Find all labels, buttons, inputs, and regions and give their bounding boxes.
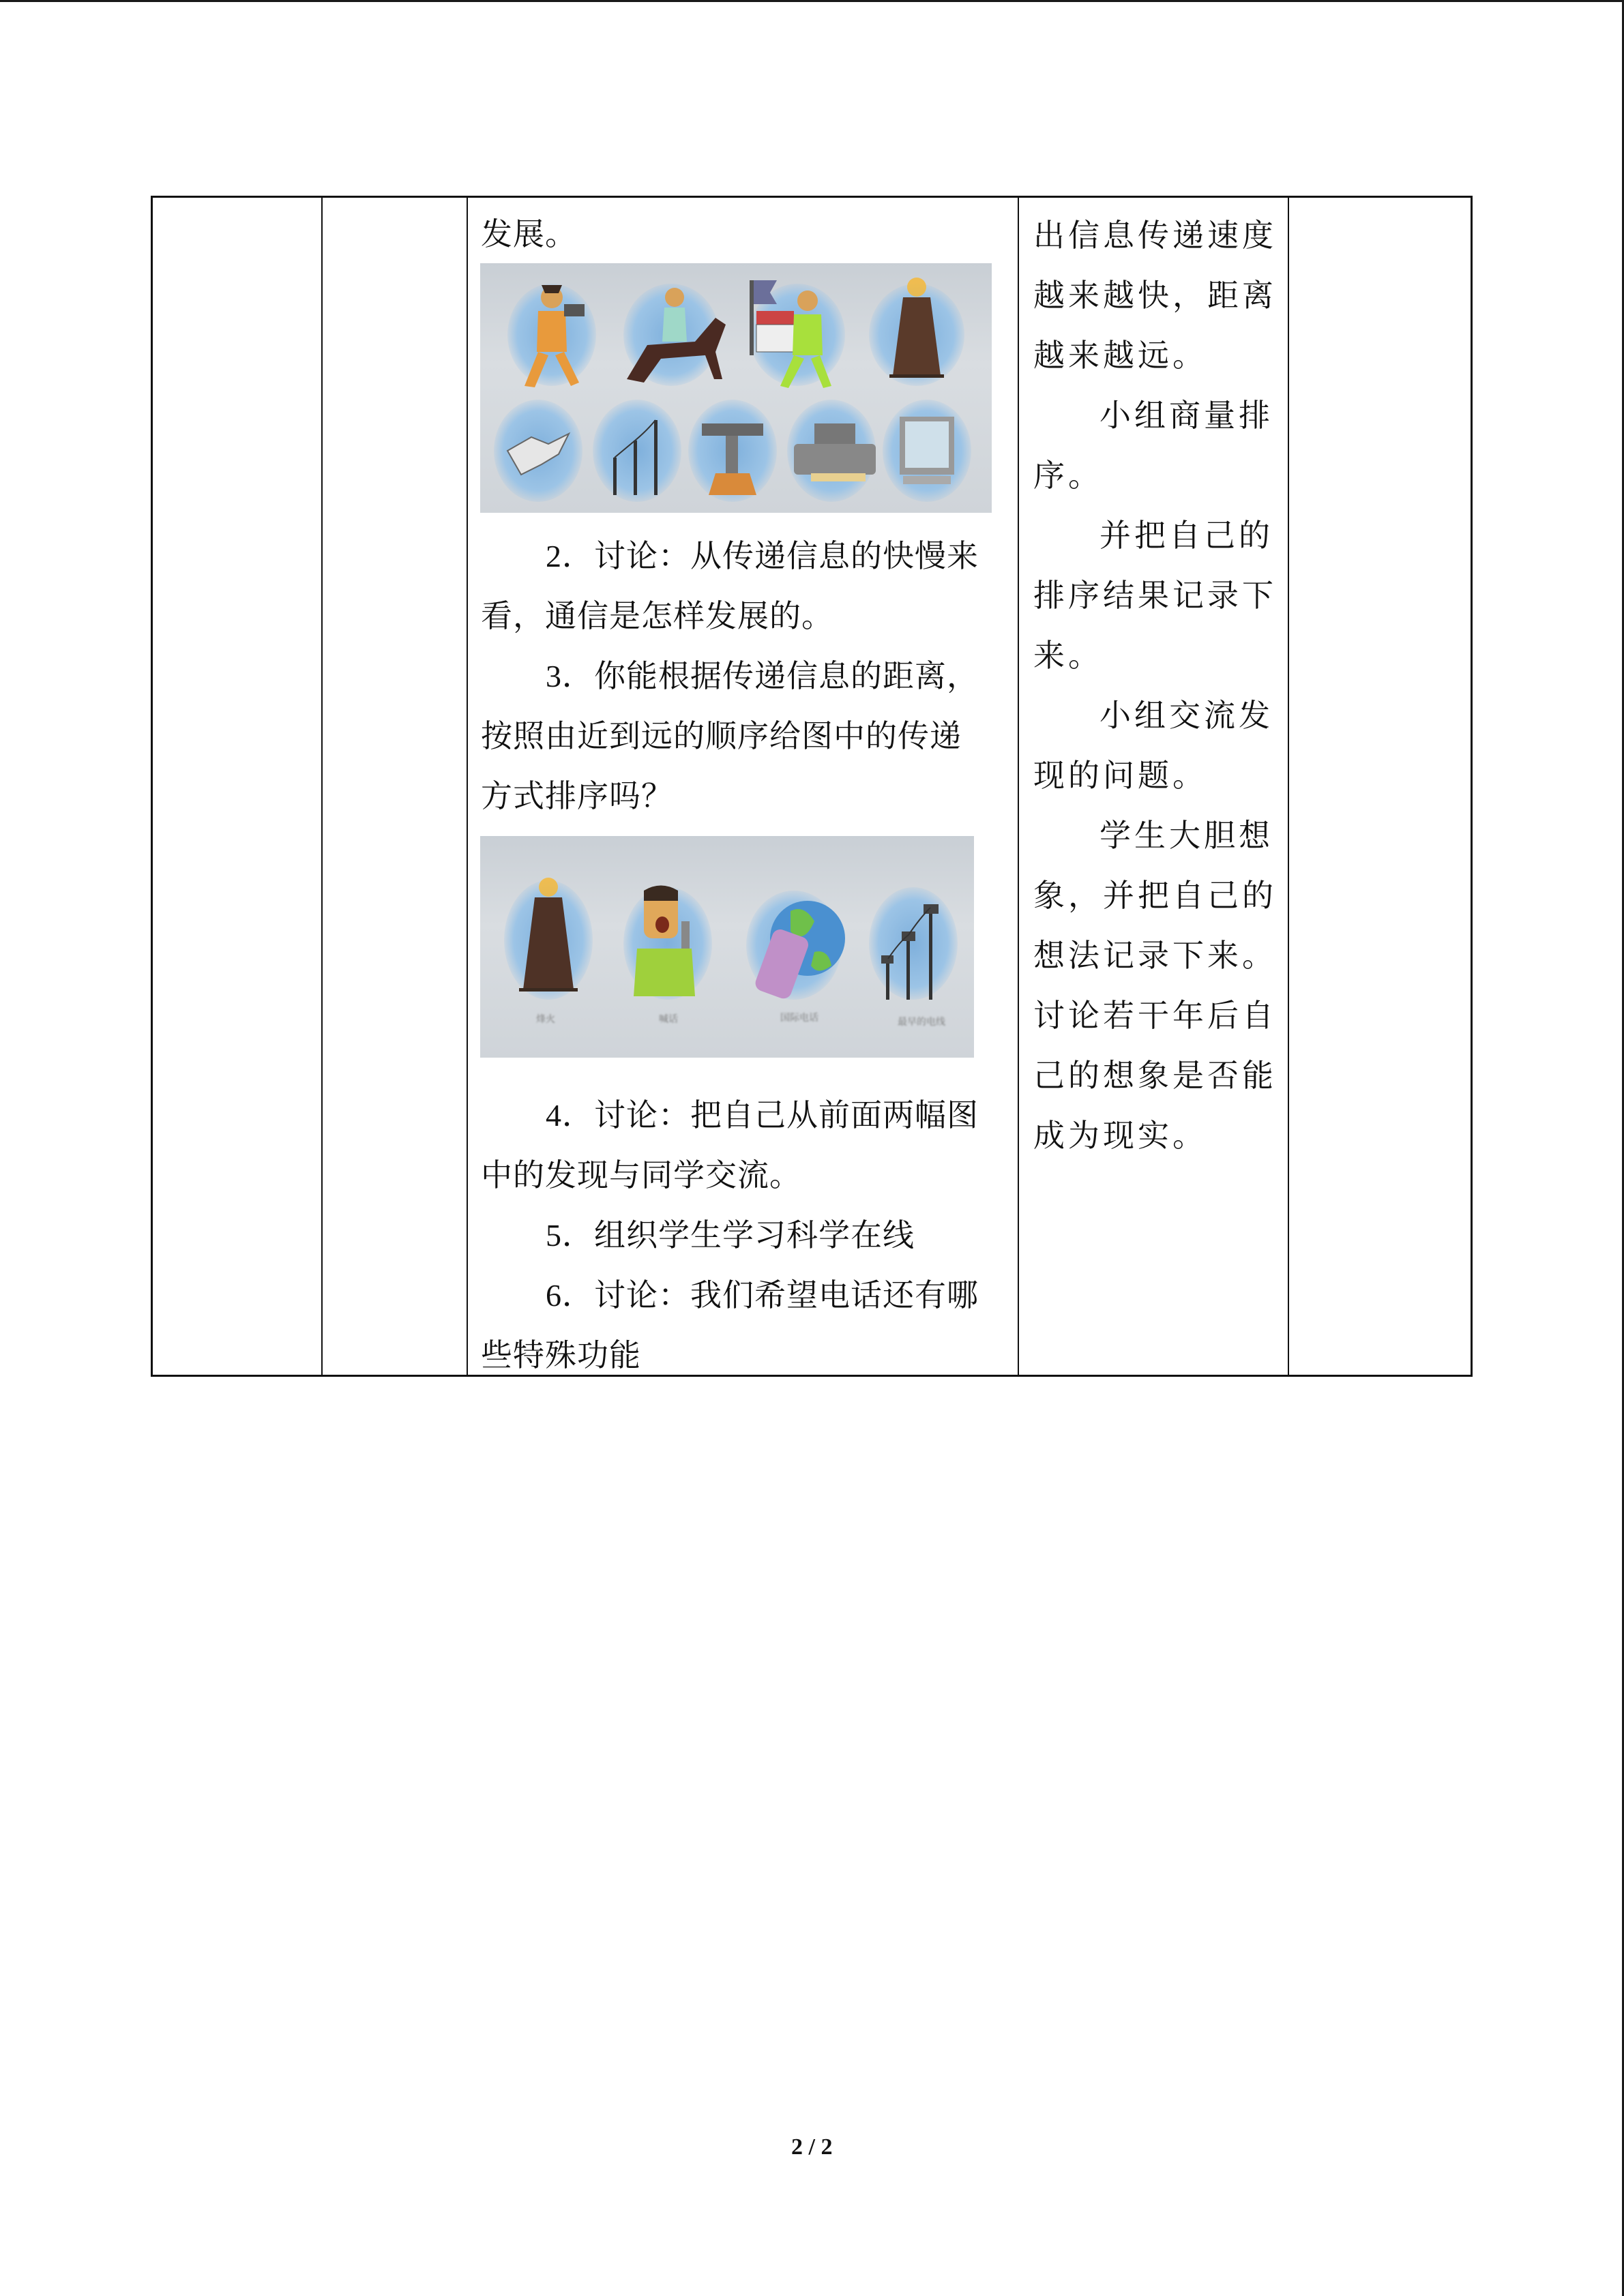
student-line: 小组商量排 bbox=[1099, 398, 1273, 433]
student-line: 象，并把自己的 bbox=[1033, 878, 1277, 913]
teacher-line: 按照由近到远的顺序给图中的传递 bbox=[481, 719, 962, 754]
student-line: 来。 bbox=[1033, 638, 1103, 673]
student-line: 序。 bbox=[1033, 458, 1103, 493]
telegraph-poles-icon bbox=[600, 410, 675, 498]
speed-comparison-image bbox=[480, 263, 992, 513]
teacher-line: 方式排序吗？ bbox=[481, 779, 673, 814]
teacher-line: 中的发现与同学交流。 bbox=[481, 1158, 801, 1193]
shouting-man-icon bbox=[627, 880, 709, 1003]
international-phone-icon bbox=[750, 891, 845, 1007]
student-line: 现的问题。 bbox=[1033, 758, 1207, 793]
student-line: 并把自己的 bbox=[1099, 518, 1273, 553]
page-top-edge bbox=[0, 0, 1624, 2]
student-line: 成为现实。 bbox=[1033, 1118, 1207, 1153]
image-caption: 最早的电线 bbox=[898, 1017, 945, 1028]
student-line: 讨论若干年后自 bbox=[1033, 998, 1277, 1033]
student-line: 排序结果记录下 bbox=[1033, 578, 1277, 613]
distance-comparison-image bbox=[480, 836, 974, 1058]
image-caption: 喊话 bbox=[659, 1015, 678, 1025]
teacher-line: 6．讨论：我们希望电话还有哪 bbox=[546, 1278, 979, 1313]
old-telephone-icon bbox=[695, 410, 770, 498]
earliest-telegraph-wires-icon bbox=[876, 891, 951, 1007]
column-divider-2 bbox=[467, 198, 468, 1375]
image-caption: 国际电话 bbox=[780, 1013, 818, 1024]
student-line: 学生大胆想 bbox=[1099, 818, 1273, 853]
page-number: 2 / 2 bbox=[791, 2134, 833, 2160]
teacher-line: 5．组织学生学习科学在线 bbox=[546, 1218, 915, 1253]
teacher-line: 看，通信是怎样发展的。 bbox=[481, 599, 833, 633]
computer-monitor-icon bbox=[893, 413, 961, 495]
beacon-tower-icon bbox=[511, 874, 586, 996]
student-line: 越来越远。 bbox=[1033, 338, 1207, 373]
teacher-line: 3．你能根据传递信息的距离， bbox=[546, 659, 979, 694]
student-line: 想法记录下来。 bbox=[1033, 938, 1277, 973]
student-line: 越来越快，距离 bbox=[1033, 278, 1277, 313]
student-line: 小组交流发 bbox=[1099, 698, 1273, 733]
horse-rider-icon bbox=[613, 277, 736, 393]
student-line: 出信息传递速度 bbox=[1033, 218, 1277, 253]
student-line: 己的想象是否能 bbox=[1033, 1058, 1277, 1093]
flag-runner-icon bbox=[739, 273, 862, 396]
teacher-line: 些特殊功能 bbox=[481, 1338, 641, 1373]
runner-messenger-icon bbox=[511, 277, 593, 393]
fax-machine-icon bbox=[791, 420, 879, 495]
image-caption: 烽火 bbox=[536, 1015, 555, 1025]
carrier-pigeon-icon bbox=[501, 423, 576, 485]
column-divider-4 bbox=[1288, 198, 1289, 1375]
teacher-line: 4．讨论：把自己从前面两幅图 bbox=[546, 1098, 979, 1133]
column-divider-1 bbox=[321, 198, 323, 1375]
teacher-line: 2．讨论：从传递信息的快慢来 bbox=[546, 539, 979, 573]
column-divider-3 bbox=[1018, 198, 1019, 1375]
beacon-tower-icon bbox=[883, 273, 951, 389]
teacher-line: 发展。 bbox=[481, 217, 577, 252]
